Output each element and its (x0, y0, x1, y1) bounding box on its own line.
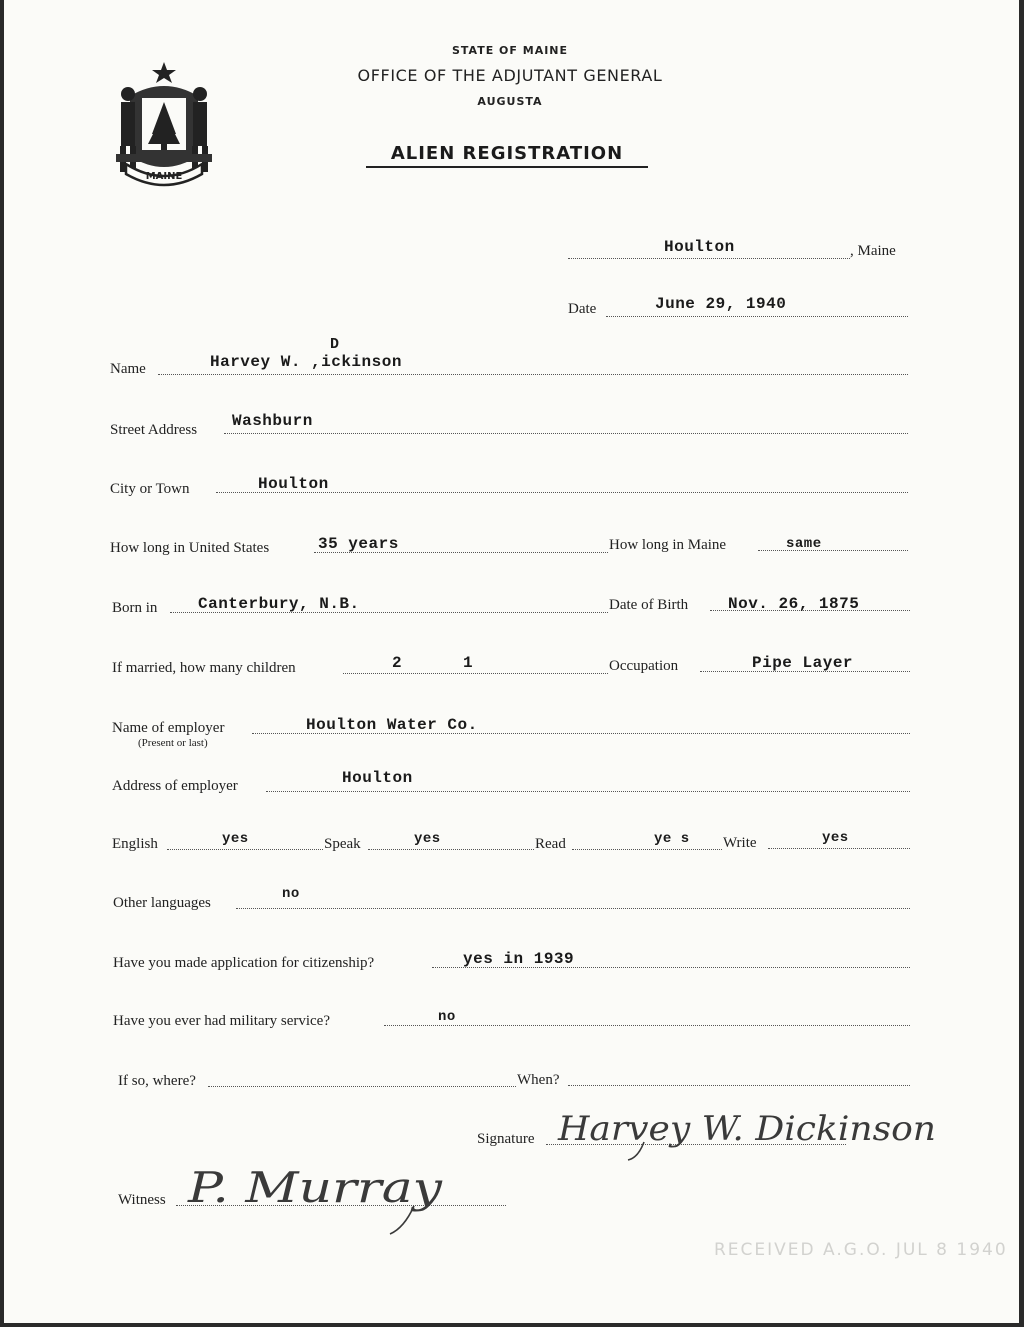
english-line (167, 849, 323, 850)
speak-line (368, 849, 534, 850)
svg-text:Harvey W. Dickinson: Harvey W. Dickinson (556, 1109, 936, 1149)
city-label: City or Town (110, 481, 190, 497)
city-value: Houlton (258, 475, 329, 493)
where-line (208, 1086, 516, 1087)
us-value: 35 years (318, 535, 399, 553)
read-value: ye s (654, 831, 690, 847)
maine-label: How long in Maine (609, 537, 727, 553)
name-value: Harvey W. ,ickinson (210, 353, 402, 371)
other-languages-line (236, 908, 910, 909)
us-label: How long in United States (110, 540, 270, 556)
when-label: When? (517, 1072, 560, 1088)
applicant-signature (552, 1100, 952, 1162)
other-languages-label: Other languages (113, 895, 211, 911)
write-label: Write (723, 835, 757, 851)
children-value-a: 2 (392, 654, 403, 672)
speak-value: yes (414, 831, 441, 847)
signature-label: Signature (477, 1131, 535, 1147)
date-label: Date (568, 301, 597, 317)
military-line (384, 1025, 910, 1026)
employer-sub-label: (Present or last) (138, 737, 208, 749)
english-value: yes (222, 831, 249, 847)
speak-label: Speak (324, 836, 361, 852)
citizenship-label: Have you made application for citizenship? (113, 955, 375, 971)
witness-label: Witness (118, 1192, 166, 1208)
dob-value: Nov. 26, 1875 (728, 595, 860, 613)
place-line (568, 258, 850, 259)
children-line (343, 673, 608, 674)
street-line (224, 433, 908, 434)
maine-value: same (786, 536, 822, 552)
employer-value: Houlton Water Co. (306, 716, 478, 734)
military-value: no (438, 1009, 456, 1025)
date-value: June 29, 1940 (655, 295, 787, 313)
street-label: Street Address (110, 422, 198, 438)
citizenship-value: yes in 1939 (463, 950, 575, 968)
write-value: yes (822, 830, 849, 846)
children-value-b: 1 (463, 654, 474, 672)
children-label: If married, how many children (112, 660, 296, 676)
when-line (568, 1085, 910, 1086)
employer-label: Name of employer (112, 720, 225, 736)
occupation-value: Pipe Layer (752, 654, 854, 672)
date-line (606, 316, 908, 317)
scan-edge-left (0, 0, 4, 1327)
header-city: AUGUSTA (477, 95, 543, 108)
employer-address-label: Address of employer (112, 778, 238, 794)
name-line (158, 374, 908, 375)
maine-line (758, 550, 908, 551)
read-line (572, 849, 722, 850)
occupation-label: Occupation (609, 658, 679, 674)
scan-edge-bottom (0, 1323, 1024, 1327)
witness-signature (182, 1150, 452, 1240)
scan-edge-right (1019, 0, 1024, 1327)
header-office: OFFICE OF THE ADJUTANT GENERAL (357, 66, 663, 85)
write-line (768, 848, 910, 849)
street-value: Washburn (232, 412, 313, 430)
born-label: Born in (112, 600, 158, 616)
svg-text:P. Murray: P. Murray (186, 1163, 444, 1212)
english-label: English (112, 836, 158, 852)
received-stamp: RECEIVED A.G.O. JUL 8 1940 (714, 1240, 1008, 1260)
name-label: Name (110, 361, 146, 377)
name-correction: D (330, 336, 340, 353)
employer-address-value: Houlton (342, 769, 413, 787)
place-state-label: , Maine (850, 243, 896, 259)
svg-text:MAINE: MAINE (145, 171, 183, 182)
form-title: ALIEN REGISTRATION (366, 143, 648, 168)
born-value: Canterbury, N.B. (198, 595, 360, 613)
employer-address-line (266, 791, 910, 792)
where-label: If so, where? (118, 1073, 196, 1089)
military-label: Have you ever had military service? (113, 1013, 330, 1029)
state-seal-logo (108, 56, 220, 188)
place-town-value: Houlton (664, 238, 735, 256)
dob-label: Date of Birth (609, 597, 689, 613)
header-state: STATE OF MAINE (451, 44, 569, 57)
other-languages-value: no (282, 886, 300, 902)
read-label: Read (535, 836, 566, 852)
